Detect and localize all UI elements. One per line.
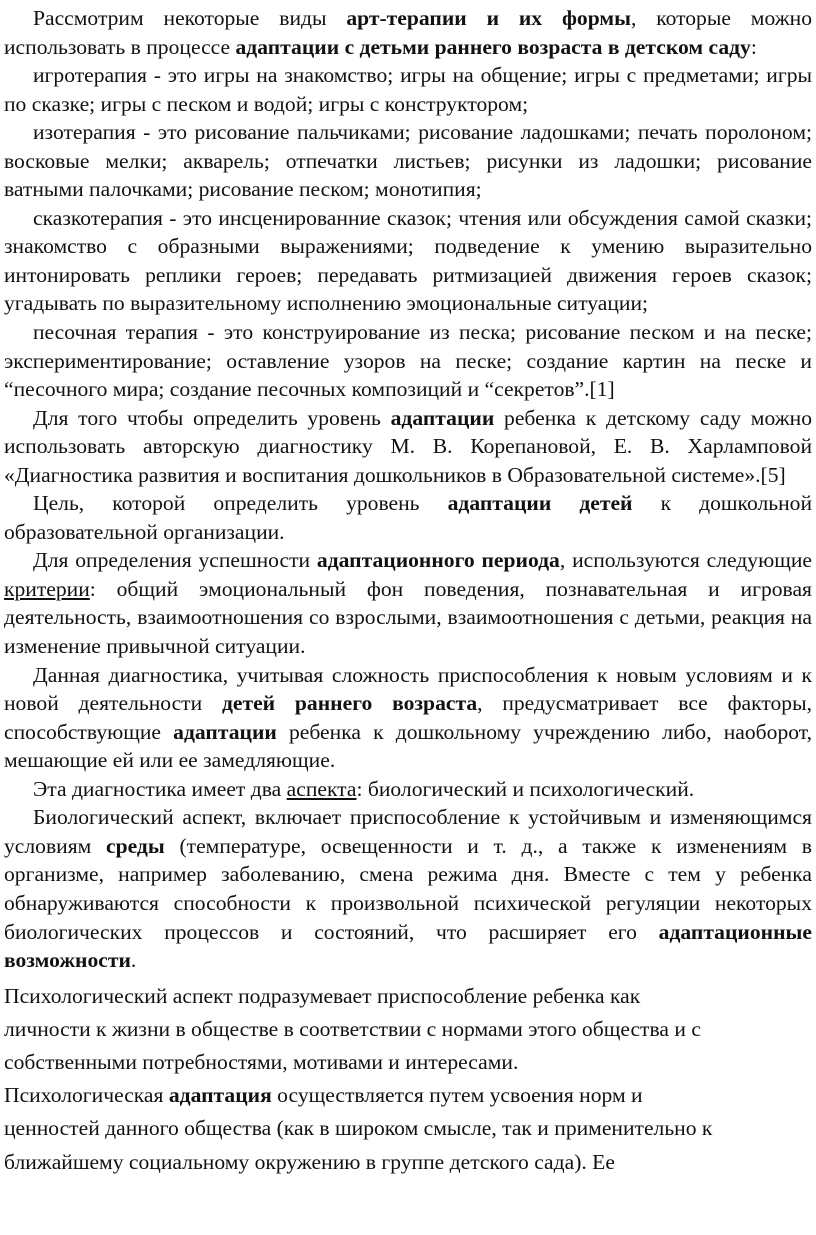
paragraph-biologicheskiy	[4, 803, 812, 974]
paragraph-pesochnaya	[4, 318, 812, 404]
paragraph-biologicheskiy-text: (температуре, освещенности и т. д., а также к изменениям в организме, например заболеванию, смена режима дня. Вместе с тем у ребенка обнаруживаются способности к произвольной психической регуляции некоторых биологических процессов и состояний, что расширяет его	[4, 833, 812, 944]
paragraph-diagnostika-text: ребенка к детскому саду можно использовать авторскую диагностику М. В. Корепановой, Е. В. Харламповой «Диагностика развития и воспитания дошкольников в Образовательной системе».[5]	[4, 405, 812, 487]
paragraph-kriterii-underlined-term: критерии	[4, 576, 90, 601]
paragraph-kriterii-text: Для определения успешности	[33, 548, 317, 573]
paragraph-pesochnaya-text: песочная терапия - это конструирование из песка; рисование песком и на песке; экспериментирование; оставление узоров на песке; создание картин на песке и “песочного мира; создание песочных композиций и “секретов”.[1]	[4, 320, 812, 402]
text-body-unjustified	[4, 980, 812, 1179]
paragraph-psihologicheskiy-text: Психологический аспект подразумевает приспособление ребенка как	[4, 983, 641, 1008]
paragraph-cel-text: Цель, которой определить уровень	[33, 491, 448, 516]
paragraph-kriterii-text: , используются следующие	[559, 548, 812, 573]
paragraph-psihologicheskiy	[4, 980, 812, 1080]
paragraph-kriterii-emphasis: адаптационного периода	[316, 548, 560, 573]
paragraph-dannaya-emphasis: адаптации	[173, 719, 277, 744]
paragraph-aspekty	[4, 775, 812, 804]
paragraph-biologicheskiy-text: Биологический аспект, включает приспособление к устойчивым и изменяющимся условиям	[4, 805, 812, 858]
paragraph-igroterapiya	[4, 61, 812, 118]
paragraph-diagnostika	[4, 404, 812, 490]
paragraph-skazkoterapiya-text: сказкотерапия - это инсценированние сказок; чтения или обсуждения самой сказки; знакомство с образными выражениями; подведение к умению выразительно интонировать реплики героев; передавать ритмизацией движения героев сказок; угадывать по выразительному исполнению эмоциональные ситуации;	[4, 205, 812, 316]
paragraph-psihologicheskaya-adaptaciya-emphasis: адаптация	[168, 1083, 272, 1108]
paragraph-diagnostika-emphasis: адаптации	[390, 405, 495, 430]
paragraph-biologicheskiy-emphasis: адаптационные возможности	[4, 919, 812, 973]
paragraph-psihologicheskaya-adaptaciya-text: осуществляется путем усвоения норм и	[271, 1083, 643, 1108]
paragraph-skazkoterapiya	[4, 204, 812, 318]
text-body	[4, 4, 812, 975]
paragraph-aspekty-text: Эта диагностика имеет два	[33, 776, 287, 801]
paragraph-intro-emphasis: арт-терапии и их формы	[346, 6, 631, 30]
paragraph-izoterapiya	[4, 118, 812, 204]
paragraph-kriterii-text: : общий эмоциональный фон поведения, познавательная и игровая деятельность, взаимоотношения со взрослыми, взаимоотношения с детьми, реакция на изменение привычной ситуации.	[4, 576, 812, 659]
paragraph-intro-text: Рассмотрим некоторые виды	[33, 6, 347, 30]
text-line	[4, 980, 812, 1013]
paragraph-dannaya-text: Данная диагностика, учитывая сложность приспособления к новым условиям и к новой деятельности	[4, 662, 812, 716]
text-line	[4, 1046, 812, 1079]
paragraph-psihologicheskaya-adaptaciya-text: Психологическая	[4, 1083, 169, 1108]
paragraph-biologicheskiy-text: .	[130, 948, 137, 973]
paragraph-intro-emphasis: адаптации с детьми раннего возраста в детском саду	[235, 34, 751, 59]
paragraph-psihologicheskaya-adaptaciya	[4, 1079, 812, 1179]
paragraph-psihologicheskaya-adaptaciya-text: ценностей данного общества (как в широком смысле, так и применительно к	[4, 1116, 713, 1141]
paragraph-izoterapiya-text: изотерапия - это рисование пальчиками; рисование ладошками; печать поролоном; восковые мелки; акварель; отпечатки листьев; рисунки из ладошки; рисование ватными палочками; рисование песком; монотипия;	[4, 120, 812, 202]
paragraph-dannaya-text: ребенка к дошкольному учреждению либо, наоборот, мешающие ей или ее замедляющие.	[4, 719, 812, 773]
paragraph-intro	[4, 4, 812, 61]
paragraph-dannaya	[4, 661, 812, 775]
paragraph-intro-text: , которые можно использовать в процессе	[4, 6, 812, 59]
paragraph-cel	[4, 489, 812, 546]
paragraph-diagnostika-text: Для того чтобы определить уровень	[33, 405, 391, 430]
paragraph-psihologicheskiy-text: собственными потребностями, мотивами и интересами.	[4, 1050, 519, 1074]
text-line	[4, 1013, 812, 1046]
paragraph-cel-emphasis: адаптации детей	[447, 491, 633, 516]
paragraph-aspekty-underlined-term: аспекта	[286, 776, 357, 801]
paragraph-psihologicheskaya-adaptaciya-text: ближайшему социальному окружению в группе детского сада). Ее	[4, 1149, 615, 1174]
paragraph-intro-text: :	[750, 34, 757, 59]
paragraph-igroterapiya-text: игротерапия - это игры на знакомство; игры на общение; игры с предметами; игры по сказке; игры с песком и водой; игры с конструктором;	[4, 63, 812, 116]
paragraph-biologicheskiy-emphasis: среды	[106, 833, 165, 858]
text-line	[4, 1146, 812, 1179]
paragraph-psihologicheskiy-text: личности к жизни в обществе в соответствии с нормами этого общества и с	[4, 1016, 701, 1041]
text-line	[4, 1079, 812, 1112]
paragraph-cel-text: к дошкольной образовательной организации.	[4, 491, 812, 544]
paragraph-kriterii	[4, 546, 812, 660]
text-line	[4, 1112, 812, 1145]
paragraph-dannaya-emphasis: детей раннего возраста	[221, 691, 478, 716]
paragraph-aspekty-text: : биологический и психологический.	[356, 776, 695, 801]
paragraph-dannaya-text: , предусматривает все факторы, способствующие	[4, 691, 812, 744]
